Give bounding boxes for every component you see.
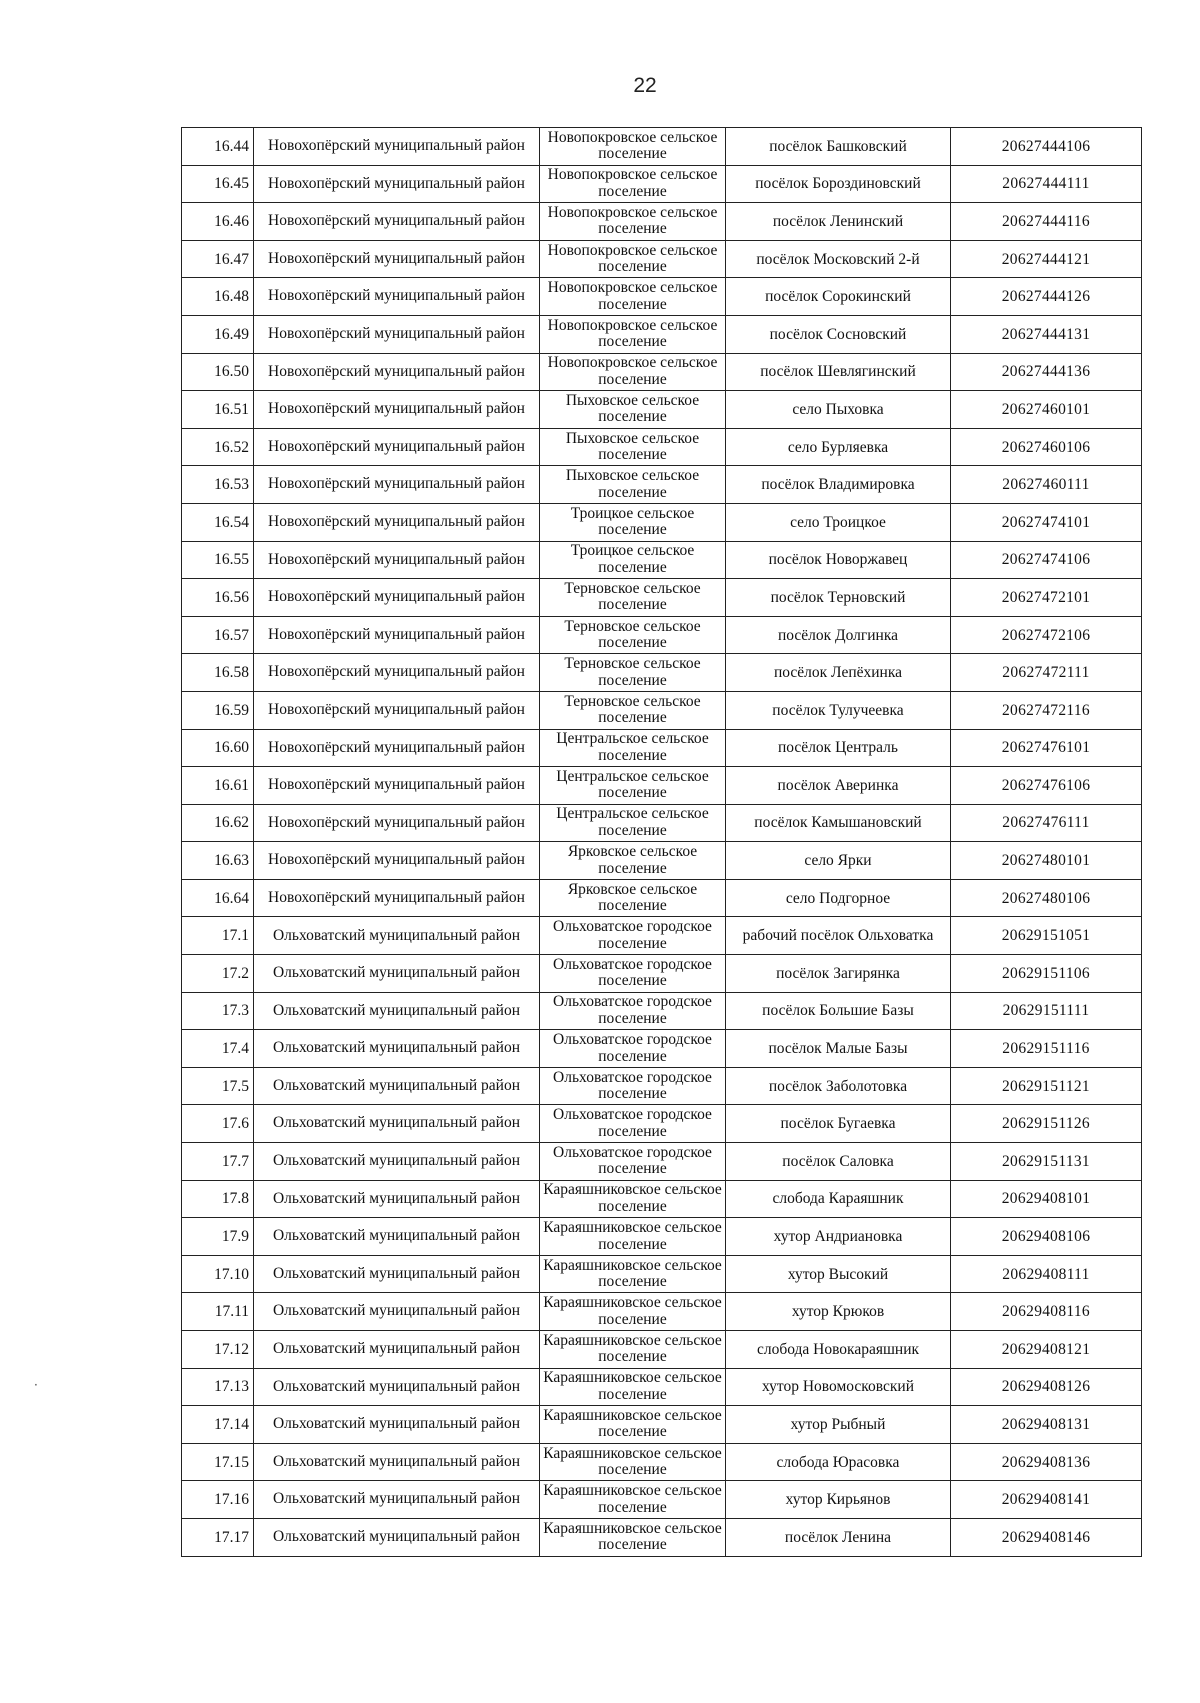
oktmo-code-cell: 20629151051 (951, 917, 1142, 955)
page-number: 22 (633, 74, 657, 97)
district-cell: Ольховатский муниципальный район (254, 1293, 540, 1331)
settlement-cell: Караяшниковское сельское поселение (540, 1443, 726, 1481)
row-number-cell: 16.62 (182, 804, 254, 842)
settlement-cell: Троицкое сельское поселение (540, 541, 726, 579)
locality-cell: посёлок Бороздиновский (726, 165, 951, 203)
oktmo-code-cell: 20627472101 (951, 579, 1142, 617)
table-row (182, 503, 1142, 541)
oktmo-code-cell: 20627444116 (951, 203, 1142, 241)
locality-cell: посёлок Загирянка (726, 955, 951, 993)
oktmo-code-cell: 20627472106 (951, 616, 1142, 654)
locality-cell: посёлок Владимировка (726, 466, 951, 504)
row-number-cell: 17.11 (182, 1293, 254, 1331)
table-row (182, 1293, 1142, 1331)
locality-cell: посёлок Камышановский (726, 804, 951, 842)
settlement-cell: Караяшниковское сельское поселение (540, 1481, 726, 1519)
table-row (182, 1406, 1142, 1444)
locality-cell: посёлок Шевлягинский (726, 353, 951, 391)
table-row (182, 128, 1142, 166)
locality-cell: село Бурляевка (726, 428, 951, 466)
oktmo-code-cell: 20627444126 (951, 278, 1142, 316)
table-row (182, 579, 1142, 617)
district-cell: Ольховатский муниципальный район (254, 917, 540, 955)
settlement-cell: Ольховатское городское поселение (540, 1105, 726, 1143)
table-row (182, 1105, 1142, 1143)
oktmo-code-cell: 20629151126 (951, 1105, 1142, 1143)
table-row (182, 1218, 1142, 1256)
row-number-cell: 17.8 (182, 1180, 254, 1218)
table-row (182, 353, 1142, 391)
locality-cell: посёлок Централь (726, 729, 951, 767)
row-number-cell: 16.59 (182, 691, 254, 729)
row-number-cell: 16.54 (182, 503, 254, 541)
row-number-cell: 16.53 (182, 466, 254, 504)
row-number-cell: 17.4 (182, 1030, 254, 1068)
oktmo-code-cell: 20627476111 (951, 804, 1142, 842)
district-cell: Новохопёрский муниципальный район (254, 842, 540, 880)
settlement-cell: Центральское сельское поселение (540, 804, 726, 842)
row-number-cell: 16.57 (182, 616, 254, 654)
settlement-cell: Новопокровское сельское поселение (540, 240, 726, 278)
table-row (182, 1518, 1142, 1556)
locality-cell: слобода Караяшник (726, 1180, 951, 1218)
row-number-cell: 17.12 (182, 1331, 254, 1369)
table-row (182, 879, 1142, 917)
row-number-cell: 16.56 (182, 579, 254, 617)
oktmo-code-cell: 20627444121 (951, 240, 1142, 278)
table-row (182, 691, 1142, 729)
table-row (182, 1368, 1142, 1406)
district-cell: Ольховатский муниципальный район (254, 1406, 540, 1444)
row-number-cell: 16.60 (182, 729, 254, 767)
table-row (182, 917, 1142, 955)
table-row (182, 616, 1142, 654)
row-number-cell: 17.14 (182, 1406, 254, 1444)
table-row (182, 767, 1142, 805)
district-cell: Ольховатский муниципальный район (254, 1368, 540, 1406)
district-cell: Новохопёрский муниципальный район (254, 466, 540, 504)
district-cell: Ольховатский муниципальный район (254, 1180, 540, 1218)
locality-cell: посёлок Сосновский (726, 315, 951, 353)
oktmo-code-cell: 20627444131 (951, 315, 1142, 353)
district-cell: Новохопёрский муниципальный район (254, 879, 540, 917)
locality-cell: посёлок Саловка (726, 1143, 951, 1181)
oktmo-code-cell: 20629408136 (951, 1443, 1142, 1481)
oktmo-code-cell: 20627444136 (951, 353, 1142, 391)
row-number-cell: 17.13 (182, 1368, 254, 1406)
district-cell: Ольховатский муниципальный район (254, 1443, 540, 1481)
row-number-cell: 16.51 (182, 391, 254, 429)
row-number-cell: 17.10 (182, 1255, 254, 1293)
district-cell: Ольховатский муниципальный район (254, 1067, 540, 1105)
locality-cell: посёлок Тулучеевка (726, 691, 951, 729)
settlement-cell: Новопокровское сельское поселение (540, 165, 726, 203)
table-row (182, 315, 1142, 353)
oktmo-code-cell: 20629151111 (951, 992, 1142, 1030)
settlement-cell: Новопокровское сельское поселение (540, 315, 726, 353)
settlement-cell: Новопокровское сельское поселение (540, 278, 726, 316)
settlement-cell: Пыховское сельское поселение (540, 466, 726, 504)
oktmo-code-cell: 20627476101 (951, 729, 1142, 767)
locality-cell: хутор Новомосковский (726, 1368, 951, 1406)
table-row (182, 1481, 1142, 1519)
settlement-cell: Терновское сельское поселение (540, 579, 726, 617)
oktmo-code-cell: 20627480106 (951, 879, 1142, 917)
district-cell: Ольховатский муниципальный район (254, 1331, 540, 1369)
locality-cell: слобода Новокараяшник (726, 1331, 951, 1369)
district-cell: Ольховатский муниципальный район (254, 1030, 540, 1068)
locality-cell: посёлок Малые Базы (726, 1030, 951, 1068)
locality-cell: село Ярки (726, 842, 951, 880)
settlement-cell: Караяшниковское сельское поселение (540, 1368, 726, 1406)
district-cell: Новохопёрский муниципальный район (254, 203, 540, 241)
locality-cell: хутор Кирьянов (726, 1481, 951, 1519)
district-cell: Ольховатский муниципальный район (254, 955, 540, 993)
settlement-cell: Пыховское сельское поселение (540, 391, 726, 429)
oktmo-code-cell: 20627460106 (951, 428, 1142, 466)
row-number-cell: 17.1 (182, 917, 254, 955)
table-row (182, 541, 1142, 579)
row-number-cell: 16.44 (182, 128, 254, 166)
district-cell: Ольховатский муниципальный район (254, 1518, 540, 1556)
district-cell: Ольховатский муниципальный район (254, 1218, 540, 1256)
settlement-cell: Ольховатское городское поселение (540, 955, 726, 993)
settlement-cell: Караяшниковское сельское поселение (540, 1255, 726, 1293)
row-number-cell: 17.9 (182, 1218, 254, 1256)
oktmo-code-cell: 20627476106 (951, 767, 1142, 805)
settlement-cell: Новопокровское сельское поселение (540, 128, 726, 166)
district-cell: Новохопёрский муниципальный район (254, 729, 540, 767)
locality-cell: посёлок Новоржавец (726, 541, 951, 579)
table-row (182, 1067, 1142, 1105)
table-row (182, 1443, 1142, 1481)
row-number-cell: 17.15 (182, 1443, 254, 1481)
locality-cell: посёлок Бугаевка (726, 1105, 951, 1143)
settlement-cell: Терновское сельское поселение (540, 616, 726, 654)
table-row (182, 203, 1142, 241)
oktmo-code-cell: 20627474106 (951, 541, 1142, 579)
district-cell: Ольховатский муниципальный район (254, 1105, 540, 1143)
district-cell: Новохопёрский муниципальный район (254, 428, 540, 466)
settlement-cell: Ольховатское городское поселение (540, 917, 726, 955)
locality-cell: посёлок Долгинка (726, 616, 951, 654)
row-number-cell: 17.7 (182, 1143, 254, 1181)
table-row (182, 654, 1142, 692)
settlement-cell: Караяшниковское сельское поселение (540, 1293, 726, 1331)
oktmo-code-cell: 20629408141 (951, 1481, 1142, 1519)
settlement-cell: Ольховатское городское поселение (540, 1030, 726, 1068)
oktmo-code-cell: 20629408116 (951, 1293, 1142, 1331)
oktmo-code-cell: 20629408101 (951, 1180, 1142, 1218)
table-row (182, 1030, 1142, 1068)
table-row (182, 842, 1142, 880)
locality-cell: село Троицкое (726, 503, 951, 541)
table-row (182, 955, 1142, 993)
locality-cell: посёлок Терновский (726, 579, 951, 617)
locality-cell: хутор Рыбный (726, 1406, 951, 1444)
locality-cell: посёлок Заболотовка (726, 1067, 951, 1105)
row-number-cell: 16.64 (182, 879, 254, 917)
row-number-cell: 16.58 (182, 654, 254, 692)
oktmo-code-cell: 20629408131 (951, 1406, 1142, 1444)
locality-cell: посёлок Сорокинский (726, 278, 951, 316)
district-cell: Новохопёрский муниципальный район (254, 240, 540, 278)
settlement-cell: Караяшниковское сельское поселение (540, 1180, 726, 1218)
settlement-cell: Центральское сельское поселение (540, 729, 726, 767)
table-row (182, 729, 1142, 767)
district-cell: Новохопёрский муниципальный район (254, 128, 540, 166)
row-number-cell: 17.2 (182, 955, 254, 993)
locality-cell: посёлок Лепёхинка (726, 654, 951, 692)
row-number-cell: 16.55 (182, 541, 254, 579)
row-number-cell: 16.47 (182, 240, 254, 278)
row-number-cell: 17.3 (182, 992, 254, 1030)
settlement-cell: Ольховатское городское поселение (540, 1067, 726, 1105)
row-number-cell: 17.5 (182, 1067, 254, 1105)
table-row (182, 466, 1142, 504)
table-row (182, 1143, 1142, 1181)
settlement-cell: Ярковское сельское поселение (540, 879, 726, 917)
oktmo-code-cell: 20627460101 (951, 391, 1142, 429)
table-row (182, 1255, 1142, 1293)
row-number-cell: 17.17 (182, 1518, 254, 1556)
settlement-cell: Новопокровское сельское поселение (540, 353, 726, 391)
settlement-cell: Троицкое сельское поселение (540, 503, 726, 541)
row-number-cell: 16.49 (182, 315, 254, 353)
oktmo-code-cell: 20629408121 (951, 1331, 1142, 1369)
district-cell: Новохопёрский муниципальный район (254, 315, 540, 353)
settlement-cell: Терновское сельское поселение (540, 654, 726, 692)
oktmo-code-cell: 20627474101 (951, 503, 1142, 541)
oktmo-code-cell: 20627444111 (951, 165, 1142, 203)
settlement-cell: Пыховское сельское поселение (540, 428, 726, 466)
settlement-cell: Ярковское сельское поселение (540, 842, 726, 880)
district-cell: Новохопёрский муниципальный район (254, 541, 540, 579)
oktmo-code-cell: 20629408106 (951, 1218, 1142, 1256)
table-row (182, 391, 1142, 429)
locality-cell: хутор Высокий (726, 1255, 951, 1293)
settlement-cell: Караяшниковское сельское поселение (540, 1518, 726, 1556)
locality-cell: посёлок Московский 2-й (726, 240, 951, 278)
locality-cell: хутор Андриановка (726, 1218, 951, 1256)
settlement-cell: Ольховатское городское поселение (540, 992, 726, 1030)
row-number-cell: 16.48 (182, 278, 254, 316)
district-cell: Новохопёрский муниципальный район (254, 503, 540, 541)
locality-cell: хутор Крюков (726, 1293, 951, 1331)
settlement-cell: Центральское сельское поселение (540, 767, 726, 805)
oktmo-code-cell: 20627460111 (951, 466, 1142, 504)
scan-mark: · (34, 1378, 38, 1392)
locality-cell: посёлок Большие Базы (726, 992, 951, 1030)
district-cell: Новохопёрский муниципальный район (254, 691, 540, 729)
row-number-cell: 16.45 (182, 165, 254, 203)
row-number-cell: 16.46 (182, 203, 254, 241)
settlement-cell: Терновское сельское поселение (540, 691, 726, 729)
locality-cell: слобода Юрасовка (726, 1443, 951, 1481)
locality-cell: посёлок Башковский (726, 128, 951, 166)
district-cell: Новохопёрский муниципальный район (254, 767, 540, 805)
district-cell: Новохопёрский муниципальный район (254, 165, 540, 203)
district-cell: Ольховатский муниципальный район (254, 1481, 540, 1519)
district-cell: Ольховатский муниципальный район (254, 1143, 540, 1181)
district-cell: Новохопёрский муниципальный район (254, 654, 540, 692)
oktmo-code-cell: 20629408146 (951, 1518, 1142, 1556)
table-row (182, 278, 1142, 316)
oktmo-code-cell: 20629408111 (951, 1255, 1142, 1293)
table-row (182, 165, 1142, 203)
district-cell: Ольховатский муниципальный район (254, 992, 540, 1030)
settlement-cell: Караяшниковское сельское поселение (540, 1406, 726, 1444)
oktmo-code-cell: 20627480101 (951, 842, 1142, 880)
district-cell: Новохопёрский муниципальный район (254, 278, 540, 316)
locality-cell: посёлок Ленина (726, 1518, 951, 1556)
row-number-cell: 17.16 (182, 1481, 254, 1519)
locality-cell: село Подгорное (726, 879, 951, 917)
table-body (182, 128, 1142, 1557)
district-cell: Новохопёрский муниципальный район (254, 353, 540, 391)
settlement-cell: Караяшниковское сельское поселение (540, 1218, 726, 1256)
row-number-cell: 16.63 (182, 842, 254, 880)
settlement-cell: Новопокровское сельское поселение (540, 203, 726, 241)
locality-cell: посёлок Ленинский (726, 203, 951, 241)
district-cell: Новохопёрский муниципальный район (254, 391, 540, 429)
oktmo-code-cell: 20629151121 (951, 1067, 1142, 1105)
oktmo-code-cell: 20627444106 (951, 128, 1142, 166)
row-number-cell: 16.50 (182, 353, 254, 391)
table-row (182, 240, 1142, 278)
oktmo-code-cell: 20629151131 (951, 1143, 1142, 1181)
oktmo-code-cell: 20629151116 (951, 1030, 1142, 1068)
table-row (182, 1331, 1142, 1369)
row-number-cell: 16.52 (182, 428, 254, 466)
table-row (182, 804, 1142, 842)
table-row (182, 1180, 1142, 1218)
locality-cell: посёлок Аверинка (726, 767, 951, 805)
row-number-cell: 17.6 (182, 1105, 254, 1143)
row-number-cell: 16.61 (182, 767, 254, 805)
oktmo-code-cell: 20629151106 (951, 955, 1142, 993)
settlement-cell: Караяшниковское сельское поселение (540, 1331, 726, 1369)
settlements-table (181, 127, 1142, 1557)
district-cell: Ольховатский муниципальный район (254, 1255, 540, 1293)
district-cell: Новохопёрский муниципальный район (254, 579, 540, 617)
oktmo-code-cell: 20629408126 (951, 1368, 1142, 1406)
table-row (182, 992, 1142, 1030)
table-row (182, 428, 1142, 466)
locality-cell: рабочий посёлок Ольховатка (726, 917, 951, 955)
locality-cell: село Пыховка (726, 391, 951, 429)
district-cell: Новохопёрский муниципальный район (254, 804, 540, 842)
oktmo-code-cell: 20627472111 (951, 654, 1142, 692)
district-cell: Новохопёрский муниципальный район (254, 616, 540, 654)
oktmo-code-cell: 20627472116 (951, 691, 1142, 729)
settlement-cell: Ольховатское городское поселение (540, 1143, 726, 1181)
